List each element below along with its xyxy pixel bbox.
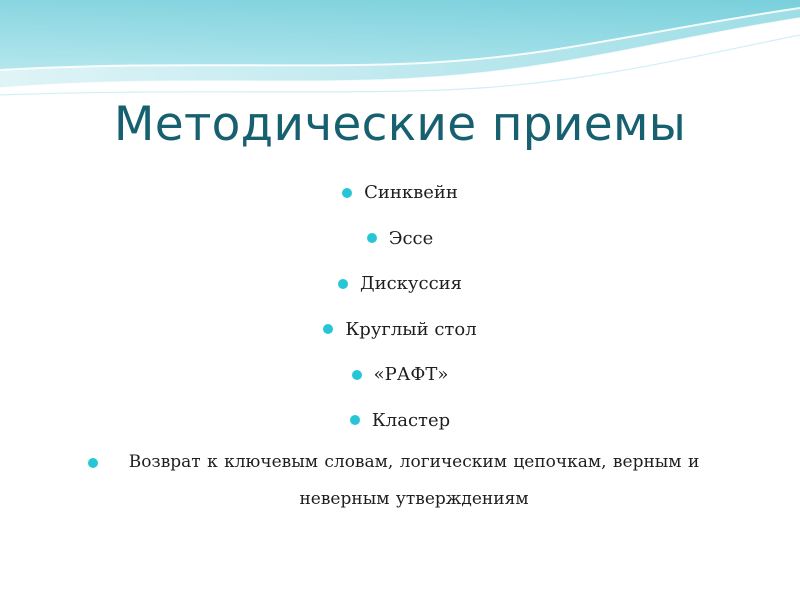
bullet-dot-icon: [338, 279, 348, 289]
bullet-dot-icon: [367, 233, 377, 243]
bullet-dot-icon: [88, 458, 98, 468]
list-item: [0, 398, 800, 444]
list-item: [0, 170, 800, 216]
list-item-text: Круглый стол: [345, 318, 477, 340]
bullet-dot-icon: [342, 188, 352, 198]
list-item: [0, 261, 800, 307]
list-item-text: «РАФТ»: [373, 364, 449, 386]
list-item-text: Синквейн: [364, 182, 458, 204]
bullet-dot-icon: [350, 415, 360, 425]
bullet-dot-icon: [323, 324, 333, 334]
list-item-text: Эссе: [388, 227, 434, 249]
list-item-text: Возврат к ключевым словам, логическим цепочкам, верным и неверным утверждениям: [128, 452, 700, 509]
decorative-wave-header: [0, 0, 800, 110]
list-item-text: Кластер: [371, 409, 451, 431]
list-item-text: Дискуссия: [359, 273, 463, 295]
slide-title: Методические приемы: [113, 97, 687, 152]
list-item: [0, 307, 800, 353]
bullet-list: [0, 170, 800, 443]
bullet-dot-icon: [352, 370, 362, 380]
list-item-multiline: [82, 444, 722, 518]
list-item: [0, 352, 800, 398]
list-item: [0, 216, 800, 262]
